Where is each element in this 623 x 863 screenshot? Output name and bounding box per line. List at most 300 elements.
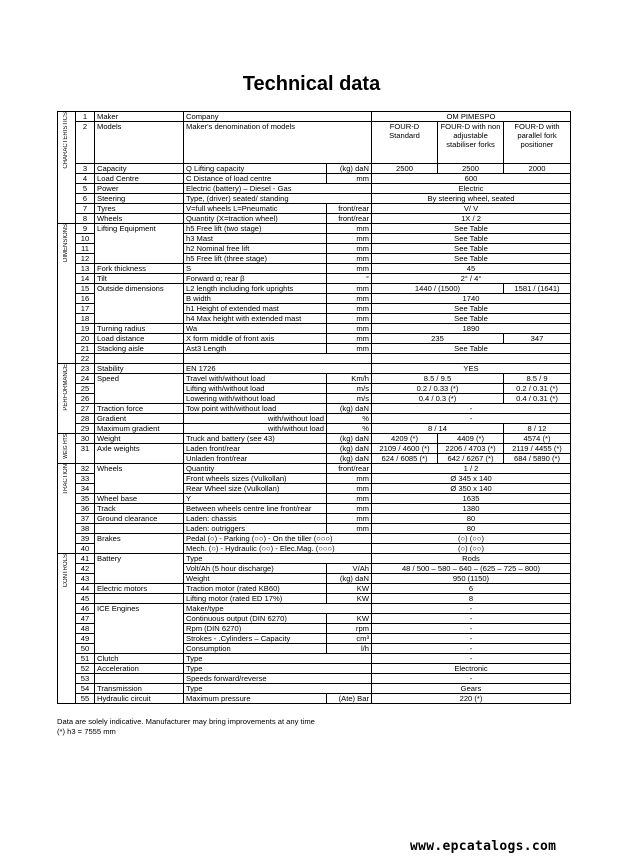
row-number: 25 (76, 384, 95, 394)
row-number: 54 (76, 684, 95, 694)
row-number: 51 (76, 654, 95, 664)
row-description: B width (184, 294, 327, 304)
disclaimer-note: Data are solely indicative. Manufacturer may bring improvements at any time (57, 717, 315, 726)
row-number: 47 (76, 614, 95, 624)
row-number: 36 (76, 504, 95, 514)
row-value: 0.2 / 0.33 (*) (372, 384, 504, 394)
row-description: Travel with/without load (184, 374, 327, 384)
row-unit: mm (327, 224, 372, 234)
row-number: 37 (76, 514, 95, 524)
row-unit: Km/h (327, 374, 372, 384)
table-row (58, 374, 571, 384)
row-description: Maker's denomination of models (184, 122, 372, 164)
row-unit: (kg) daN (327, 164, 372, 174)
row-item: Stacking aisle (95, 344, 184, 354)
row-value: Ø 350 x 140 (372, 484, 571, 494)
table-row (58, 404, 571, 414)
row-number: 53 (76, 674, 95, 684)
row-item: Acceleration (95, 664, 184, 674)
row-value: - (372, 634, 571, 644)
row-number: 10 (76, 234, 95, 244)
row-value: 8 / 14 (372, 424, 504, 434)
row-value: 2119 / 4455 (*) (504, 444, 571, 454)
row-item: Tyres (95, 204, 184, 214)
row-number: 39 (76, 534, 95, 544)
row-unit: mm (327, 474, 372, 484)
row-number: 6 (76, 194, 95, 204)
row-description: Laden front/rear (184, 444, 327, 454)
row-description: h3 Mast (184, 234, 327, 244)
table-row (58, 554, 571, 564)
row-number: 52 (76, 664, 95, 674)
row-item (95, 524, 184, 534)
technical-data-table (57, 111, 571, 704)
row-number: 28 (76, 414, 95, 424)
row-unit: (kg) daN (327, 444, 372, 454)
table-row (58, 224, 571, 234)
row-number: 49 (76, 634, 95, 644)
row-number: 9 (76, 224, 95, 234)
row-value (372, 354, 571, 364)
row-item: Transmission (95, 684, 184, 694)
row-item: Maximum gradient (95, 424, 184, 434)
row-description: h4 Max height with extended mast (184, 314, 327, 324)
row-description: C Distance of load centre (184, 174, 327, 184)
row-value: V/ V (372, 204, 571, 214)
row-item: Speed (95, 374, 184, 404)
section-label: TRACTION (58, 464, 76, 554)
row-item: Lifting Equipment (95, 224, 184, 264)
row-value: 642 / 6267 (*) (438, 454, 504, 464)
row-description: h5 Free lift (two stage) (184, 224, 327, 234)
row-description: L2 length including fork uprights (184, 284, 327, 294)
row-unit: % (327, 414, 372, 424)
row-unit: mm (327, 494, 372, 504)
row-unit: mm (327, 174, 372, 184)
row-unit: KW (327, 594, 372, 604)
row-description: Forward α; rear β (184, 274, 327, 284)
row-unit: mm (327, 484, 372, 494)
page-title: Technical data (242, 73, 381, 95)
table-row (58, 494, 571, 504)
row-value: 2109 / 4600 (*) (372, 444, 438, 454)
row-value: See Table (372, 314, 571, 324)
row-number: 30 (76, 434, 95, 444)
row-value: 2500 (438, 164, 504, 174)
section-label: CHARACTERISTICS (58, 112, 76, 224)
row-item: Hydraulic circuit (95, 694, 184, 704)
row-value: - (372, 674, 571, 684)
section-label: PERFORMANCE (58, 364, 76, 434)
row-number: 3 (76, 164, 95, 174)
row-value: 0.4 / 0.31 (*) (504, 394, 571, 404)
row-value: 1380 (372, 504, 571, 514)
row-value: - (372, 604, 571, 614)
row-description: X form middle of front axis (184, 334, 327, 344)
row-unit: l/h (327, 644, 372, 654)
row-description: Traction motor (rated KB60) (184, 584, 327, 594)
row-description: Wa (184, 324, 327, 334)
row-value: 347 (504, 334, 571, 344)
row-description: Unladen front/rear (184, 454, 327, 464)
row-value: Gears (372, 684, 571, 694)
table-row (58, 364, 571, 374)
row-description: Lifting with/without load (184, 384, 327, 394)
row-unit: cm³ (327, 634, 372, 644)
footnotes (57, 717, 315, 737)
row-value: 624 / 6085 (*) (372, 454, 438, 464)
row-description: with/without load (184, 414, 327, 424)
row-value: 45 (372, 264, 571, 274)
row-item: Track (95, 504, 184, 514)
row-value: 0.2 / 0.31 (*) (504, 384, 571, 394)
row-value: See Table (372, 224, 571, 234)
table-row (58, 324, 571, 334)
row-number: 32 (76, 464, 95, 474)
row-description (184, 354, 372, 364)
row-value: Rods (372, 554, 571, 564)
row-item (95, 354, 184, 364)
table-row (58, 664, 571, 674)
row-value: 4209 (*) (372, 434, 438, 444)
row-number: 19 (76, 324, 95, 334)
table-row (58, 194, 571, 204)
row-value: 8 (372, 594, 571, 604)
watermark-url: www.epcatalogs.com (410, 839, 557, 854)
row-value: - (372, 654, 571, 664)
row-unit: mm (327, 504, 372, 514)
table-row (58, 334, 571, 344)
row-description: Consumption (184, 644, 327, 654)
row-number: 38 (76, 524, 95, 534)
row-unit: (kg) daN (327, 454, 372, 464)
table-row (58, 584, 571, 594)
row-number: 13 (76, 264, 95, 274)
row-description: Type (184, 684, 372, 694)
row-unit: mm (327, 234, 372, 244)
table-row (58, 534, 571, 544)
row-description: Lifting motor (rated ED 17%) (184, 594, 327, 604)
table-row (58, 344, 571, 354)
row-value: See Table (372, 234, 571, 244)
row-value: Ø 345 x 140 (372, 474, 571, 484)
row-unit: % (327, 424, 372, 434)
table-row (58, 184, 571, 194)
row-unit: mm (327, 284, 372, 294)
row-item: Steering (95, 194, 184, 204)
row-value: 80 (372, 514, 571, 524)
table-row (58, 684, 571, 694)
row-item: Wheels (95, 464, 184, 494)
row-value: 48 / 500 – 580 – 640 – (625 – 725 – 800) (372, 564, 571, 574)
row-number: 2 (76, 122, 95, 164)
row-value: See Table (372, 304, 571, 314)
table-row (58, 514, 571, 524)
row-unit: mm (327, 324, 372, 334)
row-number: 24 (76, 374, 95, 384)
row-value: 8 / 12 (504, 424, 571, 434)
row-value: 600 (372, 174, 571, 184)
model-column-3: FOUR-D with parallel fork positioner (504, 122, 571, 164)
row-item: Power (95, 184, 184, 194)
row-number: 20 (76, 334, 95, 344)
row-number: 46 (76, 604, 95, 614)
row-value: 2500 (372, 164, 438, 174)
row-number: 45 (76, 594, 95, 604)
row-item: Traction force (95, 404, 184, 414)
row-item: Clutch (95, 654, 184, 664)
row-number: 22 (76, 354, 95, 364)
model-column-1: FOUR-D Standard (372, 122, 438, 164)
row-item: Maker (95, 112, 184, 122)
row-item: Axle weights (95, 444, 184, 464)
table-row (58, 434, 571, 444)
row-item: Capacity (95, 164, 184, 174)
row-number: 18 (76, 314, 95, 324)
row-value: 220 (*) (372, 694, 571, 704)
row-unit: mm (327, 244, 372, 254)
row-description: Truck and battery (see 43) (184, 434, 327, 444)
table-row (58, 414, 571, 424)
row-unit: V/Ah (327, 564, 372, 574)
row-unit: (kg) daN (327, 574, 372, 584)
row-value: 1581 / (1641) (504, 284, 571, 294)
row-description: Rear Wheel size (Vulkollan) (184, 484, 327, 494)
row-item: Turning radius (95, 324, 184, 334)
row-description: Volt/Ah (5 hour discharge) (184, 564, 327, 574)
row-description: h1 Height of extended mast (184, 304, 327, 314)
table-row (58, 654, 571, 664)
row-number: 33 (76, 474, 95, 484)
row-unit: mm (327, 314, 372, 324)
row-number: 15 (76, 284, 95, 294)
table-row (58, 694, 571, 704)
row-number: 31 (76, 444, 95, 464)
row-item: Weight (95, 434, 184, 444)
row-unit: mm (327, 304, 372, 314)
row-description: Laden: chassis (184, 514, 327, 524)
row-unit: KW (327, 584, 372, 594)
row-item (95, 594, 184, 604)
row-value: YES (372, 364, 571, 374)
row-item: Electric motors (95, 584, 184, 594)
row-unit: (Ate) Bar (327, 694, 372, 704)
row-value: 4574 (*) (504, 434, 571, 444)
row-description: Rpm (DIN 6270) (184, 624, 327, 634)
row-value: Electronic (372, 664, 571, 674)
row-number: 1 (76, 112, 95, 122)
row-value: 1 / 2 (372, 464, 571, 474)
row-unit: mm (327, 334, 372, 344)
row-value: - (372, 644, 571, 654)
row-item: Gradient (95, 414, 184, 424)
row-item: Load Centre (95, 174, 184, 184)
row-description: Type, (driver) seated/ standing (184, 194, 372, 204)
row-unit: mm (327, 524, 372, 534)
row-description: Quantity (184, 464, 327, 474)
row-value: - (372, 404, 571, 414)
row-number: 35 (76, 494, 95, 504)
table-row (58, 214, 571, 224)
row-number: 21 (76, 344, 95, 354)
row-description: Weight (184, 574, 327, 584)
row-value: - (372, 614, 571, 624)
row-value: 1740 (372, 294, 571, 304)
row-description: Q Lifting capacity (184, 164, 327, 174)
row-description: S (184, 264, 327, 274)
row-value: 8.5 / 9.5 (372, 374, 504, 384)
row-unit: (kg) daN (327, 434, 372, 444)
row-number: 14 (76, 274, 95, 284)
row-description: Between wheels centre line front/rear (184, 504, 327, 514)
section-label: CONTROLS (58, 554, 76, 704)
row-number: 4 (76, 174, 95, 184)
table-row (58, 424, 571, 434)
row-value: 8.5 / 9 (504, 374, 571, 384)
section-label: WEIG HTS (58, 434, 76, 464)
table-row (58, 594, 571, 604)
row-value: Electric (372, 184, 571, 194)
row-item: Ground clearance (95, 514, 184, 524)
row-number: 23 (76, 364, 95, 374)
row-description: h5 Free lift (three stage) (184, 254, 327, 264)
table-row (58, 604, 571, 614)
row-value: See Table (372, 254, 571, 264)
row-unit: rpm (327, 624, 372, 634)
row-value: 1X / 2 (372, 214, 571, 224)
row-item: Tilt (95, 274, 184, 284)
table-row (58, 204, 571, 214)
row-description: h2 Nominal free lift (184, 244, 327, 254)
row-value: By steering wheel, seated (372, 194, 571, 204)
row-description: Y (184, 494, 327, 504)
h3-note: (*) h3 = 7555 mm (57, 727, 116, 736)
row-number: 55 (76, 694, 95, 704)
row-unit: mm (327, 264, 372, 274)
row-value: 235 (372, 334, 504, 344)
row-unit: (kg) daN (327, 404, 372, 414)
row-value: (○) (○○) (372, 534, 571, 544)
row-value: 1440 / (1500) (372, 284, 504, 294)
row-value: 80 (372, 524, 571, 534)
row-number: 7 (76, 204, 95, 214)
row-description: Type (184, 654, 372, 664)
table-row (58, 504, 571, 514)
row-number: 41 (76, 554, 95, 564)
row-unit: front/rear (327, 464, 372, 474)
row-description: Type (184, 554, 372, 564)
row-value: 2000 (504, 164, 571, 174)
row-value: 0.4 / 0.3 (*) (372, 394, 504, 404)
row-item: Load distance (95, 334, 184, 344)
table-row (58, 174, 571, 184)
row-unit: mm (327, 514, 372, 524)
row-value: - (372, 624, 571, 634)
row-unit: m/s (327, 384, 372, 394)
row-item: Stability (95, 364, 184, 374)
row-description: Front wheels sizes (Vulkollan) (184, 474, 327, 484)
row-item: Wheel base (95, 494, 184, 504)
row-description: Maker/type (184, 604, 372, 614)
table-row (58, 274, 571, 284)
table-row (58, 444, 571, 454)
row-unit: mm (327, 254, 372, 264)
row-description: Type (184, 664, 372, 674)
row-value: 950 (1150) (372, 574, 571, 584)
row-value: OM PIMESPO (372, 112, 571, 122)
row-description: Ast3 Length (184, 344, 327, 354)
row-number: 44 (76, 584, 95, 594)
row-value: 1890 (372, 324, 571, 334)
row-value: 1635 (372, 494, 571, 504)
table-row (58, 354, 571, 364)
row-value: See Table (372, 244, 571, 254)
row-value: 2° / 4° (372, 274, 571, 284)
row-description: Tow point with/without load (184, 404, 327, 414)
row-number: 29 (76, 424, 95, 434)
row-value: (○) (○○) (372, 544, 571, 554)
row-number: 27 (76, 404, 95, 414)
model-column-2: FOUR-D with non adjustable stabiliser forks (438, 122, 504, 164)
row-unit: KW (327, 614, 372, 624)
row-item: Brakes (95, 534, 184, 554)
table-row (58, 674, 571, 684)
row-description: Speeds forward/reverse (184, 674, 372, 684)
row-number: 34 (76, 484, 95, 494)
row-description: Company (184, 112, 372, 122)
row-description: Mech. (○) - Hydraulic (○○) - Elec.Mag. (○○○) (184, 544, 372, 554)
row-value: 684 / 5890 (*) (504, 454, 571, 464)
table-row (58, 122, 571, 164)
row-description: Maximum pressure (184, 694, 327, 704)
row-description: V=full wheels L=Pneumatic (184, 204, 327, 214)
row-item: Outside dimensions (95, 284, 184, 324)
row-item: Models (95, 122, 184, 164)
row-number: 12 (76, 254, 95, 264)
row-unit: m/s (327, 394, 372, 404)
row-description: Quantity (X=traction wheel) (184, 214, 327, 224)
row-item: Wheels (95, 214, 184, 224)
row-item: Battery (95, 554, 184, 584)
row-number: 40 (76, 544, 95, 554)
row-number: 11 (76, 244, 95, 254)
section-label: DIMENSIONS (58, 224, 76, 364)
table-row (58, 112, 571, 122)
row-number: 8 (76, 214, 95, 224)
table-row (58, 524, 571, 534)
row-number: 17 (76, 304, 95, 314)
row-number: 5 (76, 184, 95, 194)
table-row (58, 264, 571, 274)
row-number: 26 (76, 394, 95, 404)
row-unit: front/rear (327, 214, 372, 224)
row-number: 50 (76, 644, 95, 654)
row-value: 2206 / 4703 (*) (438, 444, 504, 454)
row-item (95, 674, 184, 684)
table-row (58, 164, 571, 174)
row-value: 6 (372, 584, 571, 594)
row-number: 48 (76, 624, 95, 634)
row-unit: front/rear (327, 204, 372, 214)
row-description: Strokes - .Cylinders – Capacity (184, 634, 327, 644)
row-value: 4409 (*) (438, 434, 504, 444)
row-number: 42 (76, 564, 95, 574)
row-unit: mm (327, 344, 372, 354)
table-row (58, 284, 571, 294)
row-description: Continuous output (DIN 6270) (184, 614, 327, 624)
row-number: 43 (76, 574, 95, 584)
row-value: - (372, 414, 571, 424)
